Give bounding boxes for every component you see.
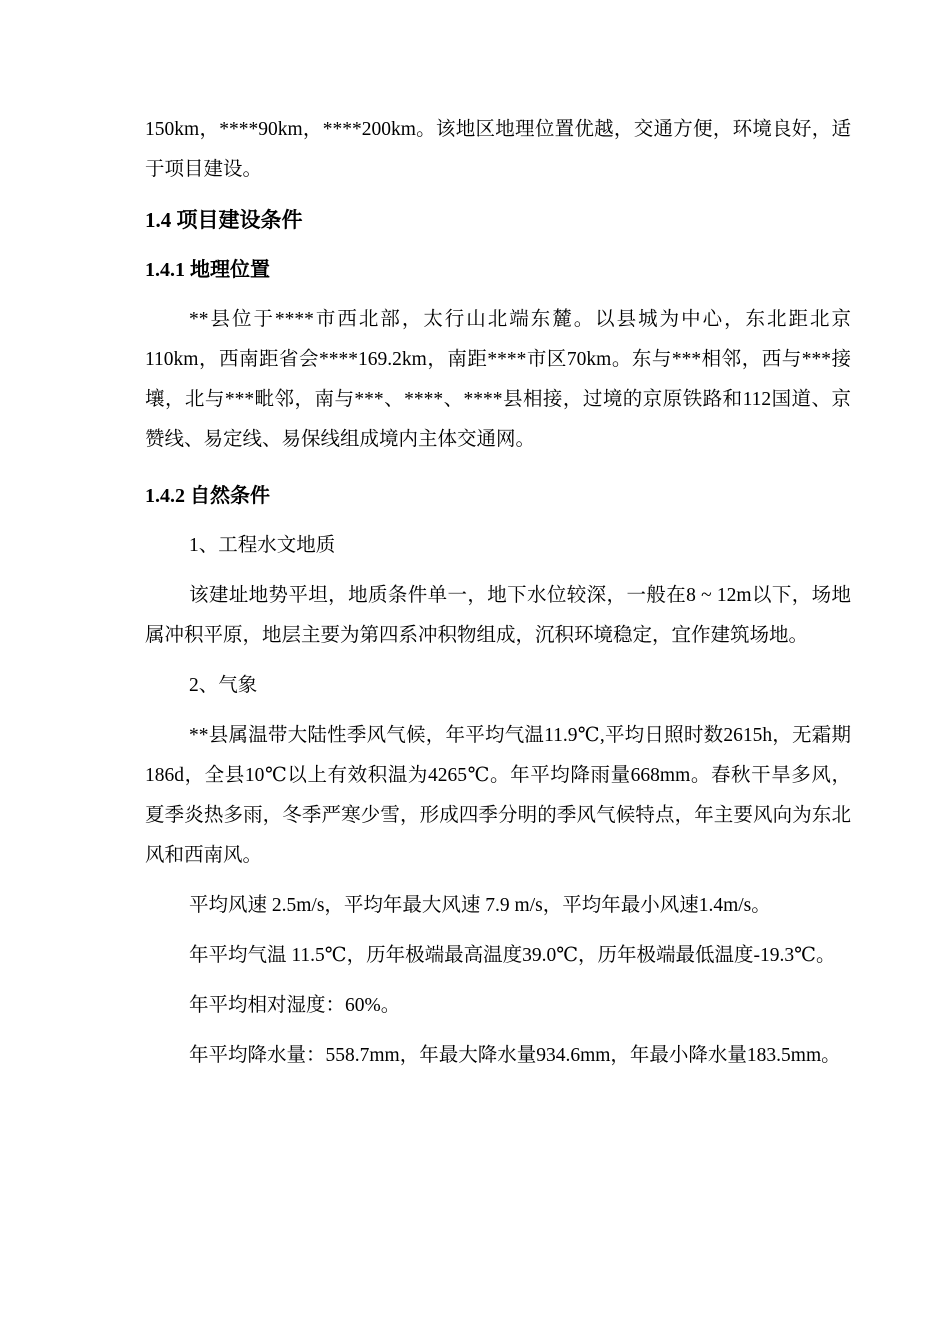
intro-paragraph: 150km，****90km，****200km。该地区地理位置优越，交通方便，环境良好，适于项目建设。 xyxy=(145,119,851,180)
section-heading-1-4: 1.4 项目建设条件 xyxy=(145,208,303,232)
climate-paragraph: **县属温带大陆性季风气候，年平均气温11.9℃,平均日照时数2615h，无霜期186d，全县10℃以上有效积温为4265℃。年平均降雨量668mm。春秋干旱多风，夏季炎热多雨，冬季严寒少雪，形成四季分明的季风气候特点，年主要风向为东北风和西南风。 xyxy=(145,725,851,866)
section-heading-1-4-2: 1.4.2 自然条件 xyxy=(145,485,270,507)
document-body xyxy=(145,110,851,1076)
wind-paragraph: 平均风速 2.5m/s，平均年最大风速 7.9 m/s，平均年最小风速1.4m/s。 xyxy=(189,895,771,916)
temperature-paragraph: 年平均气温 11.5℃，历年极端最高温度39.0℃，历年极端最低温度-19.3℃。 xyxy=(189,945,836,966)
location-paragraph: **县位于****市西北部，太行山北端东麓。以县城为中心，东北距北京110km，西南距省会****169.2km，南距****市区70km。东与***相邻，西与***接壤，北与***毗邻，南与***、****、****县相接，过境的京原铁路和112国道、京赞线、易定线、易保线组成境内主体交通网。 xyxy=(145,309,851,450)
hydrogeology-paragraph: 该建址地势平坦，地质条件单一，地下水位较深，一般在8 ~ 12m以下，场地属冲积平原，地层主要为第四系冲积物组成，沉积环境稳定，宜作建筑场地。 xyxy=(145,585,851,646)
precipitation-paragraph: 年平均降水量：558.7mm，年最大降水量934.6mm，年最小降水量183.5mm。 xyxy=(189,1045,841,1066)
section-heading-1-4-1: 1.4.1 地理位置 xyxy=(145,259,270,281)
hydrogeology-item-title: 1、工程水文地质 xyxy=(189,535,336,556)
climate-item-title: 2、气象 xyxy=(189,675,258,696)
humidity-paragraph: 年平均相对湿度：60%。 xyxy=(189,995,401,1016)
